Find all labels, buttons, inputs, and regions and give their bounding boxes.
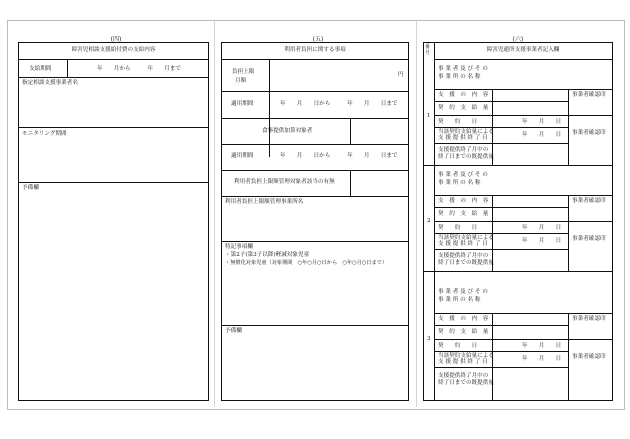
confirm-label: 事業者確認印 <box>572 236 606 242</box>
meal-label: 食事提供加算対象者 <box>262 128 313 134</box>
meal-period-value: 年 月 日から 年 月 日まで <box>280 153 398 159</box>
row-number: 3 <box>427 336 431 342</box>
contract-date-label: 契 約 日 <box>438 119 478 125</box>
date-value: 年 月 日 <box>522 132 562 138</box>
confirm-label: 事業者確認印 <box>572 316 606 322</box>
status-label: 終了日までの既提供量 <box>438 380 494 386</box>
content-label: 支 援 の 内 容 <box>438 92 489 98</box>
period-value: 年 月から 年 月まで <box>97 66 181 72</box>
end-date-label: 当該契約支給量による <box>438 353 494 359</box>
section-title: 障害児相談支援給付費の支給内容 <box>71 47 156 53</box>
date-value: 年 月 日 <box>522 119 562 125</box>
section-four-table <box>18 42 209 401</box>
end-date-label: 当該契約支給量による <box>438 129 494 135</box>
section-number: (五) <box>312 36 324 43</box>
office-name-label: 事 業 者 及 び そ の <box>438 172 488 178</box>
burden-mgmt-office-label: 利用者負担上限額管理事業所名 <box>225 199 304 205</box>
special-label: 特記事項欄 <box>225 244 253 250</box>
fold-line <box>416 21 417 407</box>
fold-line <box>214 21 215 407</box>
contract-date-label: 契 約 日 <box>438 343 478 349</box>
contract-amount-label: 契 約 支 給 量 <box>438 105 489 111</box>
end-date-label: 支 援 提 供 終 了 日 <box>438 359 488 365</box>
confirm-label: 事業者確認印 <box>572 130 606 136</box>
end-date-label: 当該契約支給量による <box>438 235 494 241</box>
confirm-label: 事業者確認印 <box>572 92 606 98</box>
notes-label: 予備欄 <box>225 328 242 334</box>
period-label: 支給期間 <box>29 66 52 72</box>
end-date-label: 支 援 提 供 終 了 日 <box>438 135 488 141</box>
period-value: 年 月 日から 年 月 日まで <box>280 101 398 107</box>
meal-period-label: 適用期間 <box>231 153 254 159</box>
office-name-label: 事 業 者 及 び そ の <box>438 66 488 72</box>
status-label: 支援提供終了月中の <box>438 147 489 153</box>
date-value: 年 月 日 <box>522 225 562 231</box>
cap-label: 負担上限 <box>232 69 255 75</box>
status-label: 終了日までの既提供量 <box>438 260 494 266</box>
notes-label: 予備欄 <box>22 185 39 191</box>
cap-label: 月額 <box>235 78 247 84</box>
section-five-table <box>221 42 409 401</box>
section-title: 利用者負担に関する事項 <box>284 47 346 53</box>
office-name-label: 事 業 所 の 名 称 <box>438 74 481 80</box>
confirm-label: 事業者確認印 <box>572 354 606 360</box>
period-label: 適用期間 <box>231 101 254 107</box>
row-number: 2 <box>427 218 431 224</box>
section-number: (六) <box>512 36 524 43</box>
monitoring-label: モニタリング期間 <box>22 131 67 137</box>
special-line: ・第2子(第3子以降)軽減対象児童 <box>225 252 310 258</box>
office-name-label: 事 業 所 の 名 称 <box>438 297 481 303</box>
content-label: 支 援 の 内 容 <box>438 198 489 204</box>
confirm-label: 事業者確認印 <box>572 198 606 204</box>
status-label: 支援提供終了月中の <box>438 373 489 379</box>
status-label: 終了日までの既提供量 <box>438 154 494 160</box>
contract-amount-label: 契 約 支 給 量 <box>438 211 489 217</box>
section-number: (四) <box>110 36 122 43</box>
contract-date-label: 契 約 日 <box>438 225 478 231</box>
burden-mgmt-label: 利用者負担上限額管理対象者該当の有無 <box>234 179 335 185</box>
section-title: 障害児通所支援事業者記入欄 <box>486 47 560 53</box>
contract-amount-label: 契 約 支 給 量 <box>438 329 489 335</box>
order-label: 番号 <box>425 44 431 56</box>
special-line: ・無償化対象児童（対象期間 ○年○月○日から ○年○月○日まで） <box>225 260 388 266</box>
row-number: 1 <box>427 113 431 119</box>
office-name-label: 事 業 所 の 名 称 <box>438 180 481 186</box>
status-label: 支援提供終了月中の <box>438 253 489 259</box>
date-value: 年 月 日 <box>522 343 562 349</box>
content-label: 支 援 の 内 容 <box>438 316 489 322</box>
date-value: 年 月 日 <box>522 356 562 362</box>
office-label: 指定相談支援事業者名 <box>22 80 78 86</box>
date-value: 年 月 日 <box>522 238 562 244</box>
office-name-label: 事 業 者 及 び そ の <box>438 289 488 295</box>
section-six-table <box>423 42 613 401</box>
end-date-label: 支 援 提 供 終 了 日 <box>438 241 488 247</box>
cap-unit: 円 <box>398 72 404 78</box>
